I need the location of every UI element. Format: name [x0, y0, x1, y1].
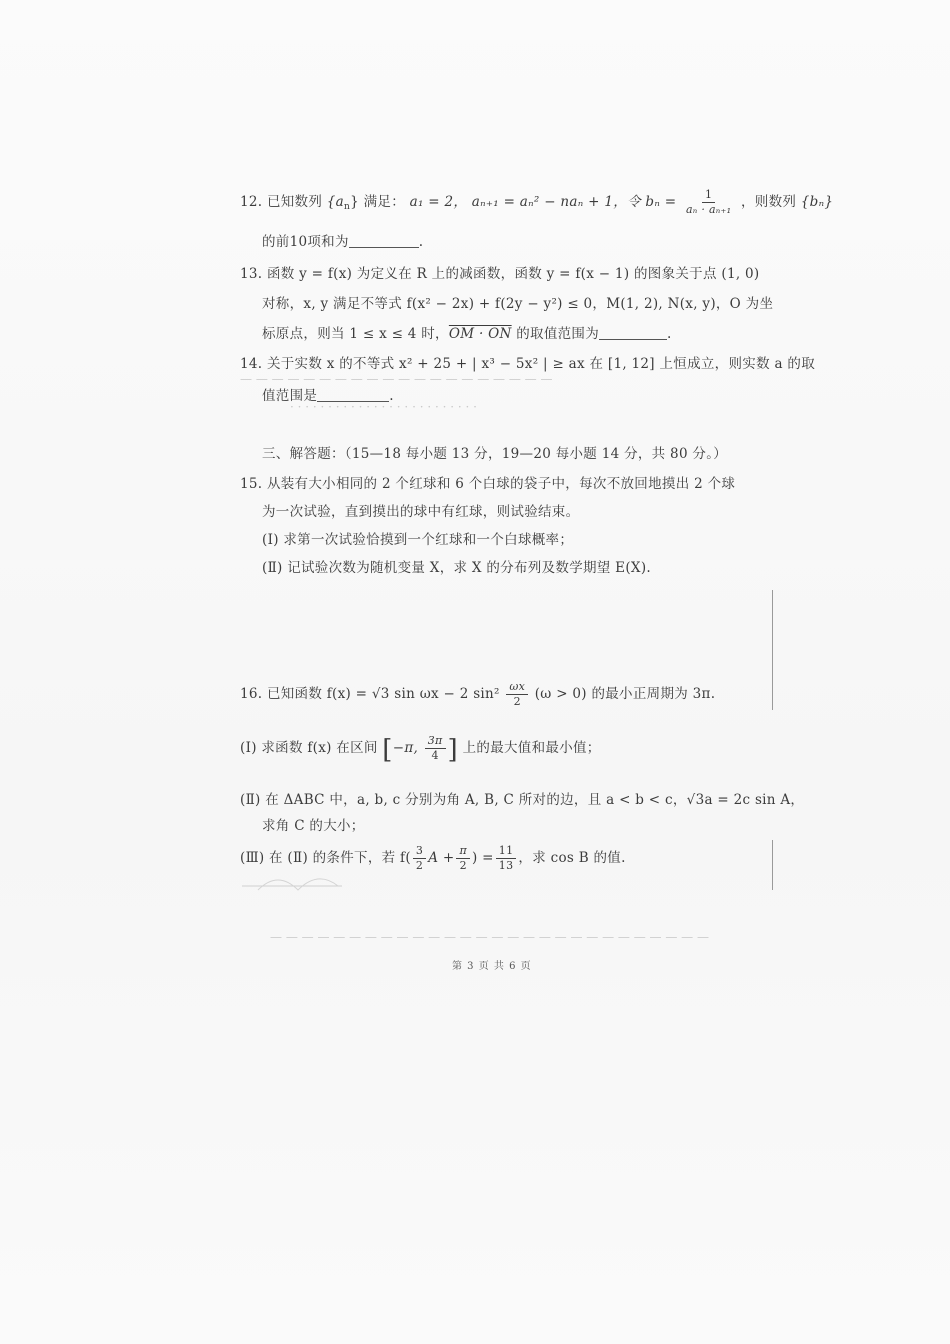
part3-fraction-3: $\frac{11}{13}$: [496, 844, 517, 873]
bleed-through-mark: — — — — — — — — — — — — — — — — — — — —: [240, 372, 553, 386]
q13-line3: 标原点，则当 1 ≤ x ≤ 4 时，OM · ON 的取值范围为 .: [262, 326, 672, 342]
answer-blank[interactable]: [349, 235, 419, 248]
page-number: 第 3 页 共 6 页: [452, 961, 532, 972]
q12-fraction: $\frac{1}{\text{aₙ · aₙ₊₁}}$: [685, 188, 732, 216]
section3-title: 三、解答题：（15—18 每小题 13 分，19—20 每小题 14 分，共 80 分。）: [262, 446, 728, 462]
vector-dot-product: OM · ON: [448, 326, 512, 342]
answer-blank[interactable]: [317, 389, 389, 402]
interval-fraction: $\frac{3\pi}{4}$: [425, 734, 446, 763]
q16-line1: 16. 已知函数 f(x) = √3 sin ωx − 2 sin² $\frac{\omega x}{2}$ (ω > 0) 的最小正周期为 3π.: [240, 680, 716, 708]
q14-line1: 14. 关于实数 x 的不等式 x² + 25 + | x³ − 5x² | ≥ ax 在 [1, 12] 上恒成立，则实数 a 的取: [240, 356, 815, 372]
part3-fraction-1: $\frac{3}{2}$: [413, 844, 426, 873]
q16-part1: (Ⅰ) 求函数 f(x) 在区间 [−π, $\frac{3\pi}{4}$ ] 上的最大值和最小值；: [240, 734, 601, 765]
q12-line1: 12. 已知数列 $\{a_n\}$ 满足： a₁ = 2， aₙ₊₁ = aₙ² − naₙ + 1，令 bₙ = $\frac{1}{\text{aₙ · aₙ₊₁}}$ ，则数列 {bₙ}: [240, 188, 834, 216]
q12-line2: 的前10项和为 .: [262, 234, 424, 250]
q14-line2: 值范围是 .: [262, 388, 394, 404]
right-bracket: ]: [447, 735, 458, 765]
answer-blank[interactable]: [599, 327, 667, 340]
scan-edge-line: [772, 590, 773, 710]
q15-part2: (Ⅱ) 记试验次数为随机变量 X，求 X 的分布列及数学期望 E(X).: [262, 560, 651, 576]
q13-line2: 对称，x, y 满足不等式 f(x² − 2x) + f(2y − y²) ≤ 0，M(1, 2), N(x, y)，O 为坐: [262, 296, 774, 312]
bleed-through-mark: · · · · · · · · · · · · · · · · · · · · · · · · ·: [290, 400, 477, 414]
q16-part3: (Ⅲ) 在 (Ⅱ) 的条件下，若 f( $\frac{3}{2}$ A + $\frac{\pi}{2}$ ) = $\frac{11}{13}$ ，求 cos B 的值.: [240, 844, 626, 872]
q16-fraction: $\frac{\omega x}{2}$: [506, 680, 528, 709]
scan-edge-line: [772, 840, 773, 890]
left-bracket: [: [382, 735, 393, 765]
q15-line1: 15. 从装有大小相同的 2 个红球和 6 个白球的袋子中，每次不放回地摸出 2 个球: [240, 476, 736, 492]
bleed-through-figure: [238, 868, 348, 896]
q16-part2-line2: 求角 C 的大小；: [262, 818, 365, 834]
q15-part1: (Ⅰ) 求第一次试验恰摸到一个红球和一个白球概率；: [262, 532, 574, 548]
bleed-through-mark: — — — — — — — — — — — — — — — — — — — — — — — — — — — —: [270, 930, 709, 944]
part3-fraction-2: $\frac{\pi}{2}$: [456, 844, 470, 873]
q13-line1: 13. 函数 y = f(x) 为定义在 R 上的减函数，函数 y = f(x − 1) 的图象关于点 (1, 0): [240, 266, 760, 282]
q15-line2: 为一次试验，直到摸出的球中有红球，则试验结束。: [262, 504, 580, 520]
q16-part2: (Ⅱ) 在 ΔABC 中，a, b, c 分别为角 A, B, C 所对的边，且 a < b < c，√3a = 2c sin A，: [240, 792, 805, 808]
